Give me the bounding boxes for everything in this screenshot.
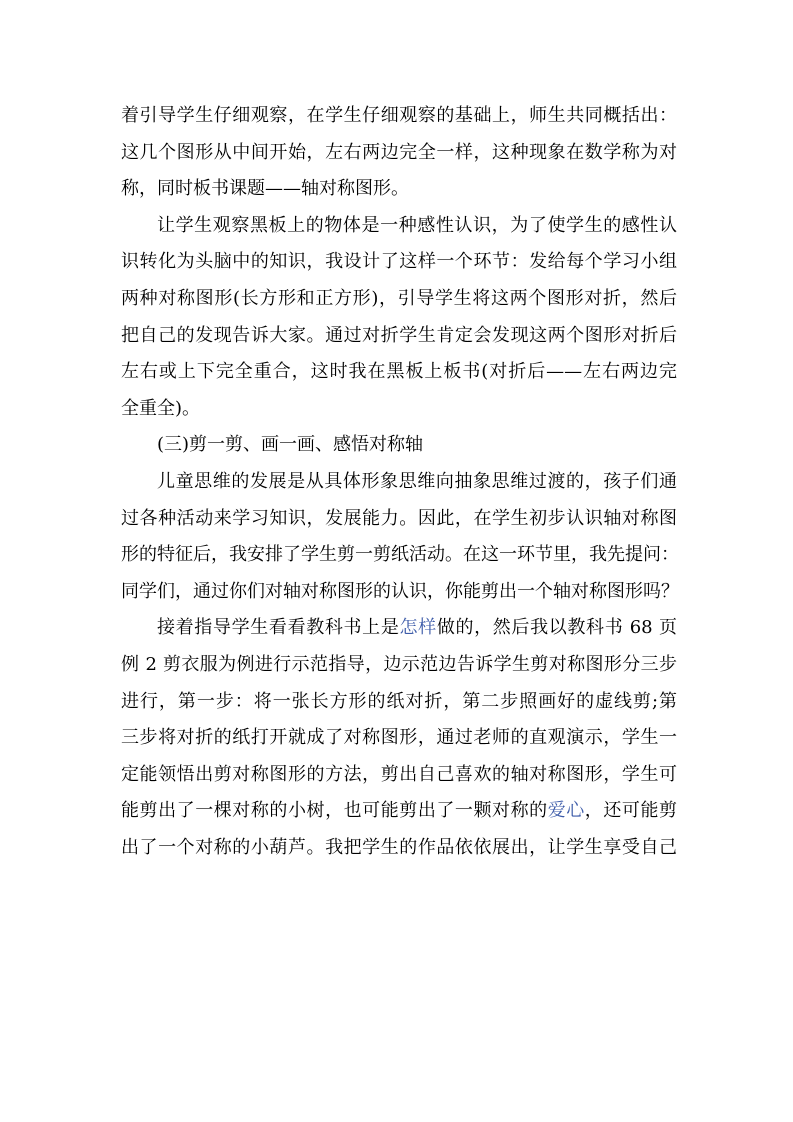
text-line: 同学们，通过你们对轴对称图形的认识，你能剪出一个轴对称图形吗？ bbox=[121, 580, 679, 602]
document-body bbox=[121, 98, 677, 866]
paragraph-first-line: 让学生观察黑板上的物体是一种感性认识，为了使学生的感性认 bbox=[157, 214, 677, 236]
text-line: 这几个图形从中间开始，左右两边完全一样，这种现象在数学称为对 bbox=[121, 141, 677, 163]
text-line: 例 2 剪衣服为例进行示范指导，边示范边告诉学生剪对称图形分三步 bbox=[121, 653, 677, 675]
text-line: 左右或上下完全重合，这时我在黑板上板书(对折后——左右两边完 bbox=[121, 361, 677, 383]
inline-link[interactable]: 怎样 bbox=[399, 617, 437, 639]
text-line: 两种对称图形(长方形和正方形)，引导学生将这两个图形对折，然后 bbox=[121, 287, 677, 309]
text-line: 定能领悟出剪对称图形的方法，剪出自己喜欢的轴对称图形，学生可 bbox=[121, 763, 677, 785]
text-segment: 能剪出了一棵对称的小树，也可能剪出了一颗对称的 bbox=[121, 800, 548, 822]
paragraph-first-line bbox=[121, 610, 677, 647]
text-line: 称，同时板书课题——轴对称图形。 bbox=[121, 178, 409, 200]
text-line bbox=[121, 793, 677, 830]
text-line: 把自己的发现告诉大家。通过对折学生肯定会发现这两个图形对折后 bbox=[121, 324, 677, 346]
text-line: 三步将对折的纸打开就成了对称图形，通过老师的直观演示，学生一 bbox=[121, 727, 677, 749]
text-line: 全重全)。 bbox=[121, 397, 201, 419]
text-line: 识转化为头脑中的知识，我设计了这样一个环节：发给每个学习小组 bbox=[121, 251, 677, 273]
text-line: 形的特征后，我安排了学生剪一剪纸活动。在这一环节里，我先提问： bbox=[121, 544, 679, 566]
text-line: 过各种活动来学习知识，发展能力。因此，在学生初步认识轴对称图 bbox=[121, 507, 677, 529]
text-line: 出了一个对称的小葫芦。我把学生的作品依依展出，让学生享受自己 bbox=[121, 836, 677, 858]
text-line: 着引导学生仔细观察，在学生仔细观察的基础上，师生共同概括出： bbox=[121, 105, 677, 126]
text-segment: 做的，然后我以教科书 68 页 bbox=[436, 617, 677, 639]
inline-link[interactable]: 爱心 bbox=[547, 800, 585, 822]
text-segment: ，还可能剪 bbox=[584, 800, 678, 822]
paragraph-first-line: 儿童思维的发展是从具体形象思维向抽象思维过渡的，孩子们通 bbox=[157, 470, 677, 492]
text-segment: 接着指导学生看看教科书上是 bbox=[157, 617, 400, 639]
text-line: 进行，第一步：将一张长方形的纸对折，第二步照画好的虚线剪;第 bbox=[121, 690, 677, 712]
section-heading: (三)剪一剪、画一画、感悟对称轴 bbox=[157, 434, 424, 456]
